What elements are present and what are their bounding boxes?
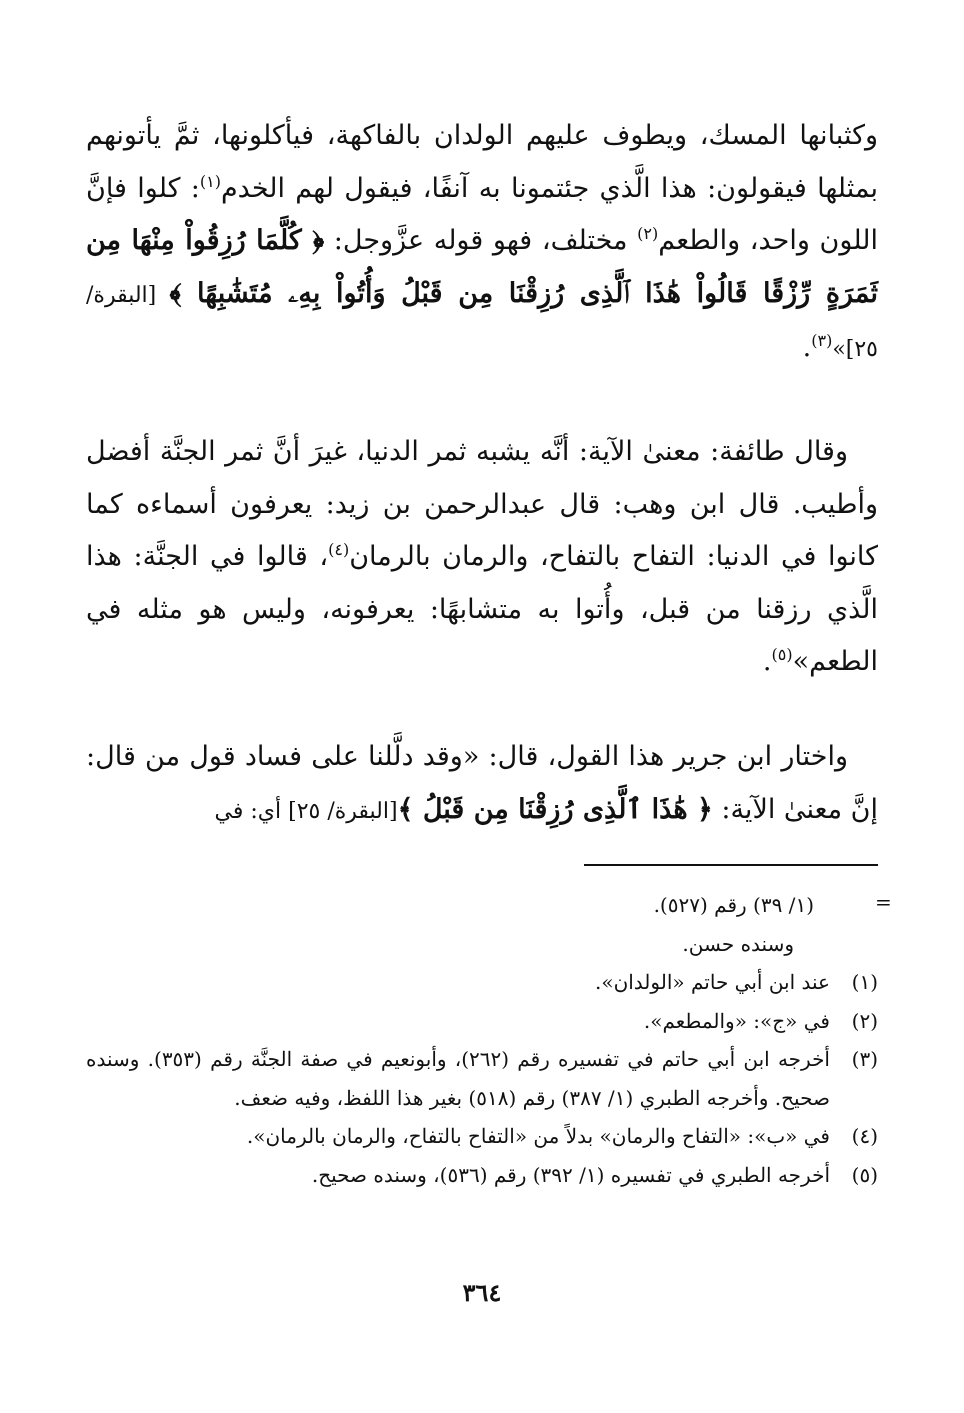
paragraph-1-end: . — [802, 332, 812, 363]
paragraph-1-text-b: : كلوا فإنَّ اللون واحد، والطعم — [86, 172, 878, 256]
book-page — [86, 0, 892, 1413]
footnote-5 — [86, 1156, 878, 1195]
footnote-continuation-line-1 — [86, 886, 878, 925]
footnote-3 — [86, 1040, 878, 1117]
footnote-ref-5[interactable]: (٥) — [771, 645, 793, 664]
footnote-ref-1[interactable]: (١) — [199, 171, 221, 191]
footnote-number: (٣) — [851, 1047, 878, 1071]
paragraph-3-text-a: واختار ابن جرير هذا القول، قال: «وقد دلَّلنا على فساد قول من قال: إنَّ معنىٰ الآية: — [86, 741, 878, 825]
footnote-number: (٤) — [851, 1124, 878, 1148]
paragraph-3 — [86, 731, 878, 838]
footnote-continuation-text-1: (١/ ٣٩) رقم (٥٢٧). — [653, 893, 814, 917]
paragraph-2-text-a: وقال طائفة: معنىٰ الآية: أنَّه يشبه ثمر الدنيا، غيرَ أنَّ ثمر الجنَّة أفضل وأطيب. قال ابن وهب: قال عبدالرحمن بن زيد: يعرفون أسماءه كما كانوا في الدنيا: التفاح بالتفاح، والرمان بالرمان — [86, 436, 879, 572]
paragraph-1 — [86, 110, 878, 377]
footnote-4 — [86, 1117, 878, 1156]
paragraph-2 — [86, 426, 878, 689]
footnote-continuation-text-2: وسنده حسن. — [682, 931, 794, 956]
footnote-continuation-mark: = — [875, 890, 892, 914]
footnotes-list — [86, 886, 878, 1194]
footnote-continuation-line-2 — [86, 925, 878, 964]
quran-verse-1: ﴿ كُلَّمَا رُزِقُواْ مِنْهَا مِن ثَمَرَةٍ رِّزْقًا قَالُواْ هَٰذَا ٱلَّذِى رُزِقْنَا مِن قَبْلُ وَأُتُواْ بِهِۦ مُتَشَٰبِهًا ﴾ — [86, 225, 878, 309]
verse-reference-1: [البقرة/ ٢٥]» — [86, 282, 878, 362]
footnote-ref-4[interactable]: (٤) — [328, 540, 350, 559]
footnote-ref-2[interactable]: (٢) — [637, 224, 659, 243]
paragraph-2-end: . — [762, 646, 772, 677]
footnote-1 — [86, 963, 878, 1002]
footnote-text: أخرجه ابن أبي حاتم في تفسيره رقم (٢٦٢)، وأبونعيم في صفة الجنَّة رقم (٣٥٣). وسنده صحيح. وأخرجه الطبري (١/ ٣٨٧) رقم (٥١٨) بغير هذا اللفظ، وفيه ضعف. — [86, 1047, 830, 1110]
footnote-text: عند ابن أبي حاتم «الولدان». — [594, 970, 830, 994]
footnote-2 — [86, 1002, 878, 1041]
footnote-text: أخرجه الطبري في تفسيره (١/ ٣٩٢) رقم (٥٣٦)، وسنده صحيح. — [311, 1162, 830, 1187]
paragraph-2-text-b: ، قالوا في الجنَّة: هذا الَّذي رزقنا من قبل، وأُتوا به متشابهًا: يعرفونه، وليس هو مثله في الطعم» — [86, 541, 878, 677]
footnote-text: في «ج»: «والمطعم». — [643, 1008, 830, 1033]
paragraph-1-text-c: مختلف، فهو قوله عزَّوجل: — [324, 225, 638, 256]
page-number: ٣٦٤ — [462, 1278, 502, 1307]
footnote-number: (٢) — [851, 1008, 878, 1033]
footnote-separator-rule — [584, 864, 878, 866]
paragraph-3-text-b: [البقرة/ ٢٥] أي: في — [214, 798, 398, 824]
footnote-number: (١) — [851, 970, 878, 994]
footnote-text: في «ب»: «التفاح والرمان» بدلاً من «التفاح بالتفاح، والرمان بالرمان». — [246, 1124, 830, 1148]
footnote-number: (٥) — [851, 1162, 878, 1187]
paragraph-1-text-a: وكثبانها المسك، ويطوف عليهم الولدان بالفاكهة، فيأكلونها، ثمَّ يأتونهم بمثلها فيقولون: هذا الَّذي جئتمونا به آنفًا، فيقول لهم الخدم — [86, 120, 878, 204]
footnote-ref-3[interactable]: (٣) — [811, 331, 833, 350]
quran-verse-2: ﴿ هَٰذَا ٱلَّذِى رُزِقْنَا مِن قَبْلُ ﴾ — [397, 793, 713, 825]
